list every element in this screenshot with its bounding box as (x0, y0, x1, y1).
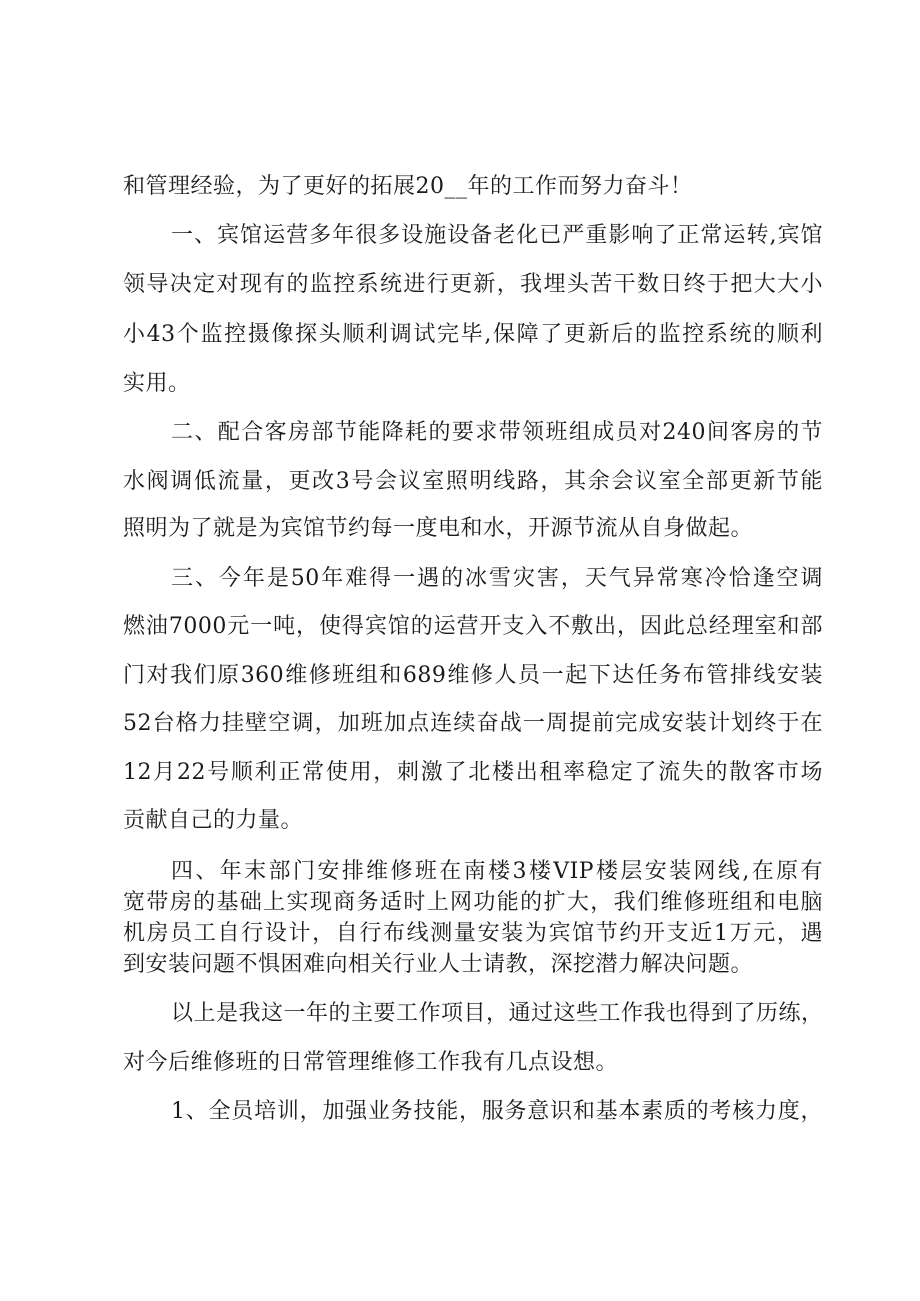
text-line: 实用。 (123, 371, 191, 396)
text-line: 燃油7000元一吨，使得宾馆的运营开支入不敷出，因此总经理室和部 (123, 614, 823, 639)
text-line: 1、全员培训，加强业务技能，服务意识和基本素质的考核力度， (171, 1099, 823, 1124)
text-line: 照明为了就是为宾馆节约每一度电和水，开源节流从自身做起。 (123, 516, 754, 541)
text-line: 宽带房的基础上实现商务适时上网功能的扩大，我们维修班组和电脑 (123, 890, 823, 915)
text-line: 领导决定对现有的监控系统进行更新，我埋头苦干数日终于把大大小 (123, 272, 823, 297)
text-line: 门对我们原360维修班组和689维修人员一起下达任务布管排线安装 (123, 663, 823, 688)
text-line: 52台格力挂壁空调，加班加点连续奋战一周提前完成安装计划终于在 (123, 711, 823, 736)
text-line: 小43个监控摄像探头顺利调试完毕,保障了更新后的监控系统的顺利 (123, 322, 823, 347)
text-line: 水阀调低流量，更改3号会议室照明线路，其余会议室全部更新节能 (123, 469, 823, 494)
text-line: 二、配合客房部节能降耗的要求带领班组成员对240间客房的节 (171, 420, 823, 445)
text-line: 贡献自己的力量。 (123, 808, 304, 833)
text-line: 和管理经验，为了更好的拓展20__年的工作而努力奋斗！ (123, 174, 693, 199)
text-line: 一、宾馆运营多年很多设施设备老化已严重影响了正常运转,宾馆 (171, 223, 823, 248)
text-line: 到安装问题不惧困难向相关行业人士请教，深挖潜力解决问题。 (123, 952, 754, 977)
text-line: 三、今年是50年难得一遇的冰雪灾害，天气异常寒冷恰逢空调 (171, 566, 823, 591)
text-line: 12月22号顺利正常使用，刺激了北楼出租率稳定了流失的散客市场 (123, 760, 823, 785)
text-line: 机房员工自行设计，自行布线测量安装为宾馆节约开支近1万元，遇 (123, 921, 823, 946)
text-line: 对今后维修班的日常管理维修工作我有几点设想。 (123, 1050, 619, 1075)
text-line: 以上是我这一年的主要工作项目，通过这些工作我也得到了历练， (171, 1001, 824, 1026)
text-line: 四、年末部门安排维修班在南楼3楼VIP楼层安装网线,在原有 (171, 859, 823, 884)
